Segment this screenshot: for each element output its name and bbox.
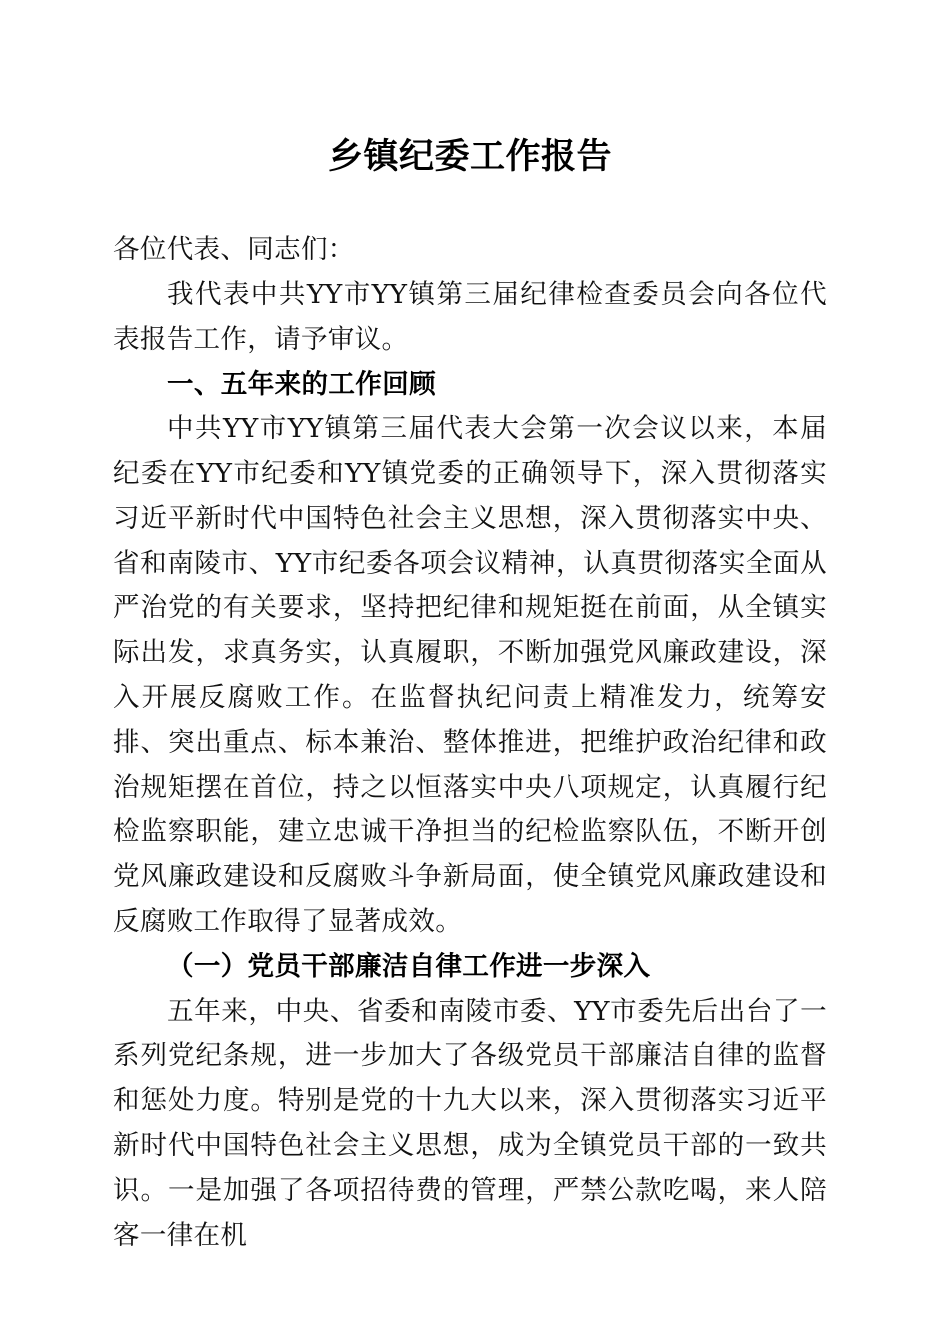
title-spacer xyxy=(113,181,827,228)
subsection-one-body-paragraph: 五年来，中央、省委和南陵市委、YY市委先后出台了一系列党纪条规，进一步加大了各级党员干部廉洁自律的监督和惩处力度。特别是党的十九大以来，深入贯彻落实习近平新时代中国特色社会主义思想，成为全镇党员干部的一致共识。一是加强了各项招待费的管理，严禁公款吃喝，来人陪客一律在机 xyxy=(113,995,827,1251)
page-content-area xyxy=(113,0,827,1258)
opening-paragraph: 我代表中共YY市YY镇第三届纪律检查委员会向各位代表报告工作，请予审议。 xyxy=(113,278,827,355)
section-one-body-paragraph: 中共YY市YY镇第三届代表大会第一次会议以来，本届纪委在YY市纪委和YY镇党委的正确领导下，深入贯彻落实习近平新时代中国特色社会主义思想，深入贯彻落实中央、省和南陵市、YY市纪委各项会议精神，认真贯彻落实全面从严治党的有关要求，坚持把纪律和规矩挺在前面，从全镇实际出发，求真务实，认真履职，不断加强党风廉政建设，深入开展反腐败工作。在监督执纪问责上精准发力，统筹安排、突出重点、标本兼治、整体推进，把维护政治纪律和政治规矩摆在首位，持之以恒落实中央八项规定，认真履行纪检监察职能，建立忠诚干净担当的纪检监察队伍，不断开创党风廉政建设和反腐败斗争新局面，使全镇党风廉政建设和反腐败工作取得了显著成效。 xyxy=(113,413,827,937)
salutation-paragraph: 各位代表、同志们： xyxy=(113,234,355,265)
section-heading-one: 一、五年来的工作回顾 xyxy=(167,369,436,400)
subsection-heading-one: （一）党员干部廉洁自律工作进一步深入 xyxy=(167,950,651,982)
document-title: 乡镇纪委工作报告 xyxy=(327,137,612,176)
